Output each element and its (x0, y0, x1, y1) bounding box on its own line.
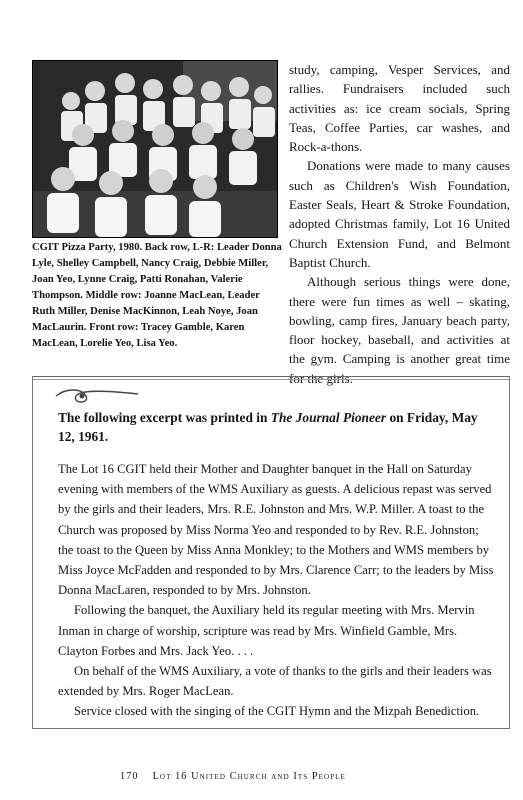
excerpt-paragraph: The Lot 16 CGIT held their Mother and Daughter banquet in the Hall on Saturday evening with members of the WMS Auxiliary as guests. A delicious repast was served by the girls and their leaders, Mrs. R.E. Johnston and Mrs. W.P. Miller. A toast to the Church was proposed by Miss Norma Yeo and responded to by Rev. R.E. Johnston; the toast to the Queen by Miss Anna Monkley; to the Mothers and WMS members by Miss Joyce McFadden and responded to by Mrs. Clarence Carr; to the leaders by Miss Donna MacLaren, responded to by Mrs. Johnston. (58, 462, 494, 598)
excerpt-title (58, 408, 478, 446)
page-number: 170 (120, 771, 139, 782)
page-footer (120, 771, 480, 782)
excerpt-paragraph: Service closed with the singing of the CGIT Hymn and the Mizpah Benediction. (74, 704, 480, 719)
group-photo (32, 60, 278, 238)
excerpt-title-suffix: on Friday, May 12, 1961. (58, 410, 478, 444)
box-border-bottom (32, 728, 510, 729)
box-border-top (32, 376, 510, 377)
box-border-right (509, 376, 510, 729)
excerpt-paragraph: Following the banquet, the Auxiliary held its regular meeting with Mrs. Mervin Inman in charge of worship, scripture was read by Mrs. Winfield Gamble, Mrs. Clayton Forbes and Mrs. Jack Yeo. . . . (58, 603, 475, 658)
flourish-icon (52, 384, 142, 406)
excerpt-body (58, 459, 496, 722)
excerpt-title-prefix: The following excerpt was printed in (58, 410, 271, 425)
paragraph: study, camping, Vesper Services, and rallies. Fundraisers included such activities as: ice cream socials, Spring Teas, Coffee Parties, car washes, and Rock-a-thons. (289, 62, 510, 155)
paragraph: Although serious things were done, there were fun times as well – skating, bowling, camp fires, January beach party, floor hockey, baseball, and activities at the gym. Camping is another great time (289, 274, 510, 367)
group-photo-icon (33, 61, 277, 237)
running-title: Lot 16 United Church and Its People (152, 771, 346, 782)
box-border-top-inner (32, 379, 510, 380)
right-column-text (289, 60, 510, 388)
publication-name: The Journal Pioneer (270, 410, 387, 425)
box-border-left (32, 376, 33, 729)
paragraph: Donations were made to many causes such as Children's Wish Foundation, Easter Seals, Heart & Stroke Foundation, adopted Christmas family, Lot 16 United Church Extension Fund, and Belmont Baptist Church. (289, 158, 510, 270)
photo-caption: CGIT Pizza Party, 1980. Back row, L-R: Leader Donna Lyle, Shelley Campbell, Nancy Craig, Debbie Miller, Joan Yeo, Lynne Craig, Patti Ronahan, Valerie Thompson. Middle row: Joanne MacLean, Leader Ruth Miller, Denise MacKinnon, Leah Noye, Joan MacLaurin. Front row: Tracey Gamble, Karen MacLean, Lorelie Yeo, Lisa Yeo. (32, 242, 282, 349)
excerpt-paragraph: On behalf of the WMS Auxiliary, a vote of thanks to the girls and their leaders was extended by Mrs. Roger MacLean. (58, 664, 492, 699)
